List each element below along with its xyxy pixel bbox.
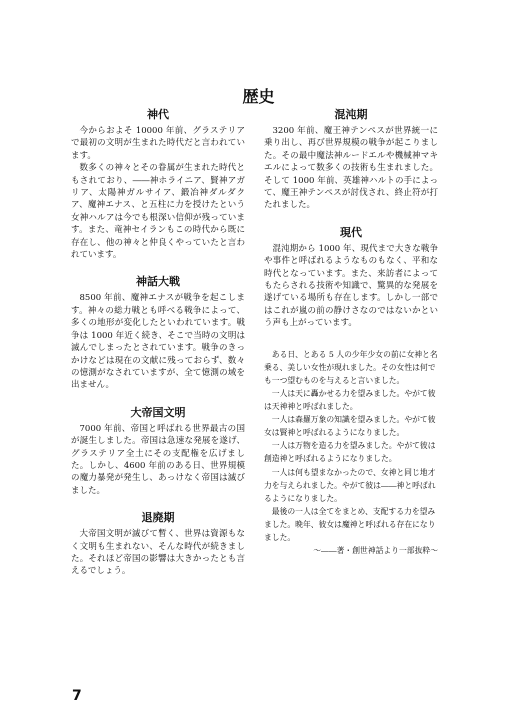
section-paragraph: 8500 年前、魔神エナスが戦争を起こします。神々の総力戦とも呼べる戦争によって、多くの地形が変化したといわれています。戦争は 1000 年近く続き、そこで当時の文明は滅んでしまったとされています。戦争のきっかけなどは現在の文献に残っておらず、数々の憶測がなされていますが、全て憶測の域を出ません。 <box>71 293 245 391</box>
section-paragraph: 大帝国文明が滅びて暫く、世界は資源もなく文明も生まれない、そんな時代が続きました。それほど帝国の影響は大きかったとも言えるでしょう。 <box>71 529 245 577</box>
story-paragraph: 一人は万物を造る力を望みました。やがて彼は創造神と呼ばれるようになりました。 <box>264 441 436 464</box>
section-konton <box>264 108 438 212</box>
story-paragraph: ある日、とある 5 人の少年少女の前に女神と名乗る、美しい女性が現れました。その女性は何でも一つ望むものを与えると言いました。 <box>264 349 438 385</box>
page-title: 歴史 <box>242 87 275 106</box>
story-paragraph: 一人は天に轟かせる力を望みました。やがて彼は天神神と呼ばれました。 <box>264 388 436 412</box>
story-paragraph: 最後の一人は全てをまとめ、支配する力を望みました。晩年、彼女は魔神と呼ばれる存在になりました。 <box>264 506 436 542</box>
section-dai-teikoku <box>71 406 245 497</box>
section-heading: 神話大戦 <box>136 275 180 289</box>
section-shinwa-taisen <box>71 275 245 391</box>
section-paragraph: 今からおよそ 10000 年前、グラステリアで最初の文明が生まれた時代だと言われています。 <box>71 126 245 161</box>
section-gendai <box>264 226 438 330</box>
section-paragraph: 3200 年前、魔王神テンペスが世界統一に乗り出し、再び世界規模の戦争が起こりました。その最中魔法神ルードエルや機械神マキエルによって数多くの技術も生まれました。そして 1000 年前、英雄神ハルトの手によって、魔王神テンペスが討伐され、終止符が打たれました。 <box>264 126 438 211</box>
section-paragraph: 混沌期から 1000 年、現代まで大きな戦争や事件と呼ばれるようなものもなく、平和な時代となっています。また、来訪者によってもたらされる技術や知識で、驚異的な発展を遂げている場所も存在します。しかし一部ではこれが嵐の前の静けさなのではないかという声も上がっています。 <box>264 243 438 329</box>
story-attribution: ～――著・創世神話より一部抜粋～ <box>313 546 438 556</box>
left-column <box>71 108 245 592</box>
myth-excerpt <box>264 348 438 558</box>
section-heading: 現代 <box>340 225 362 239</box>
story-paragraph: 一人は森羅万象の知識を望みました。やがて彼女は賢神と呼ばれるようになりました。 <box>264 415 436 438</box>
section-heading: 退廃期 <box>141 511 175 525</box>
section-heading: 神代 <box>147 108 169 121</box>
section-jindai <box>71 108 245 261</box>
story-paragraph: 一人は何も望まなかったので、女神と同じ地才力を与えられました。やがて彼は――神と呼ばれるようになりました。 <box>264 467 436 503</box>
section-taihaiki <box>71 511 245 578</box>
section-paragraph: 数多くの神々とその眷属が生まれた時代ともされており、――神ホライニア、賢神アガリア、太陽神ガルサイア、鍛冶神ダルダクア、魔神エナス、と五柱に力を授けたという女神ハルアは今でも根深い信仰が残っています。また、竜神セイランもこの時代から既に存在し、他の神々と仲良くやっていたと言われています。 <box>71 163 245 261</box>
section-paragraph: 7000 年前、帝国と呼ばれる世界最古の国が誕生しました。帝国は急速な発展を遂げ、グラステリア全土にその支配権を広げました。しかし、4600 年前のある日、世界規模の魔力暴発が発生し、あっけなく帝国は滅びました。 <box>71 423 245 496</box>
page-number: 7 <box>72 688 82 704</box>
section-heading: 大帝国文明 <box>130 405 186 419</box>
section-heading: 混沌期 <box>334 108 368 121</box>
right-column <box>264 108 438 557</box>
